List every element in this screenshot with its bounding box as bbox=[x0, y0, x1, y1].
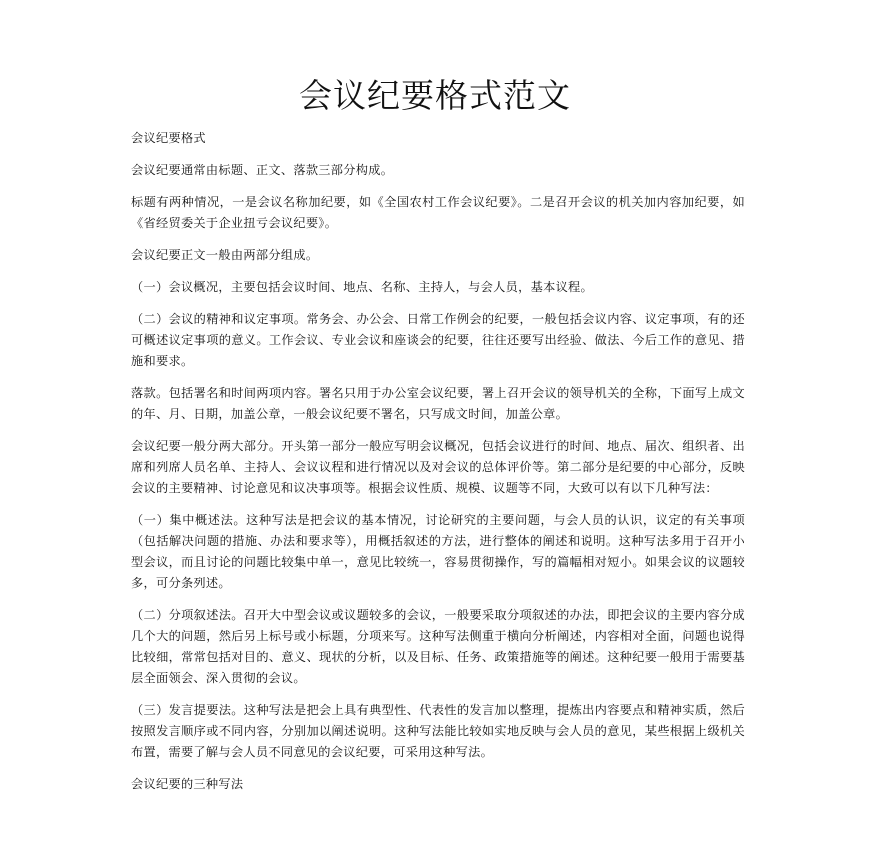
paragraph-method-summary: （一）集中概述法。这种写法是把会议的基本情况，讨论研究的主要问题，与会人员的认识，议定的有关事项（包括解决问题的措施、办法和要求等），用概括叙述的方法，进行整体的阐述和说明。这种写法多用于召开小型会议，而且讨论的问题比较集中单一，意见比较统一，容易贯彻操作，写的篇幅相对短小。如果会议的议题较多，可分条列述。 bbox=[131, 513, 745, 590]
paragraph-signature: 落款。包括署名和时间两项内容。署名只用于办公室会议纪要，署上召开会议的领导机关的全称，下面写上成文的年、月、日期，加盖公章，一般会议纪要不署名，只写成文时间，加盖公章。 bbox=[131, 386, 745, 421]
paragraph-method-speech: （三）发言提要法。这种写法是把会上具有典型性、代表性的发言加以整理，提炼出内容要点和精神实质，然后按照发言顺序或不同内容，分别加以阐述说明。这种写法能比较如实地反映与会人员的意见，某些根据上级机关布置，需要了解与会人员不同意见的会议纪要，可采用这种写法。 bbox=[131, 703, 745, 759]
paragraph-overview: （一）会议概况，主要包括会议时间、地点、名称、主持人，与会人员，基本议程。 bbox=[131, 280, 594, 294]
paragraph-title-cases: 标题有两种情况，一是会议名称加纪要，如《全国农村工作会议纪要》。二是召开会议的机关加内容加纪要，如《省经贸委关于企业扭亏会议纪要》。 bbox=[131, 195, 745, 230]
paragraph-structure: 会议纪要通常由标题、正文、落款三部分构成。 bbox=[131, 163, 394, 177]
paragraph-body-parts: 会议纪要正文一般由两部分组成。 bbox=[131, 248, 319, 262]
paragraph-two-parts: 会议纪要一般分两大部分。开头第一部分一般应写明会议概况，包括会议进行的时间、地点、届次、组织者、出席和列席人员名单、主持人、会议议程和进行情况以及对会议的总体评价等。第二部分是纪要的中心部分，反映会议的主要精神、讨论意见和议决事项等。根据会议性质、规模、议题等不同，大致可以有以下几种写法： bbox=[131, 439, 745, 495]
document-title: 会议纪要格式范文 bbox=[299, 76, 571, 115]
paragraph-three-methods: 会议纪要的三种写法 bbox=[131, 777, 244, 791]
paragraph-decisions: （二）会议的精神和议定事项。常务会、办公会、日常工作例会的纪要，一般包括会议内容、议定事项，有的还可概述议定事项的意义。工作会议、专业会议和座谈会的纪要，往往还要写出经验、做法、今后工作的意见、措施和要求。 bbox=[131, 312, 745, 368]
paragraph-method-itemized: （二）分项叙述法。召开大中型会议或议题较多的会议，一般要采取分项叙述的办法，即把会议的主要内容分成几个大的问题，然后另上标号或小标题，分项来写。这种写法侧重于横向分析阐述，内容相对全面，问题也说得比较细，常常包括对目的、意义、现状的分析，以及目标、任务、政策措施等的阐述。这种纪要一般用于需要基层全面领会、深入贯彻的会议。 bbox=[131, 608, 745, 685]
paragraph-format-heading: 会议纪要格式 bbox=[131, 131, 206, 145]
document-body bbox=[131, 128, 745, 795]
